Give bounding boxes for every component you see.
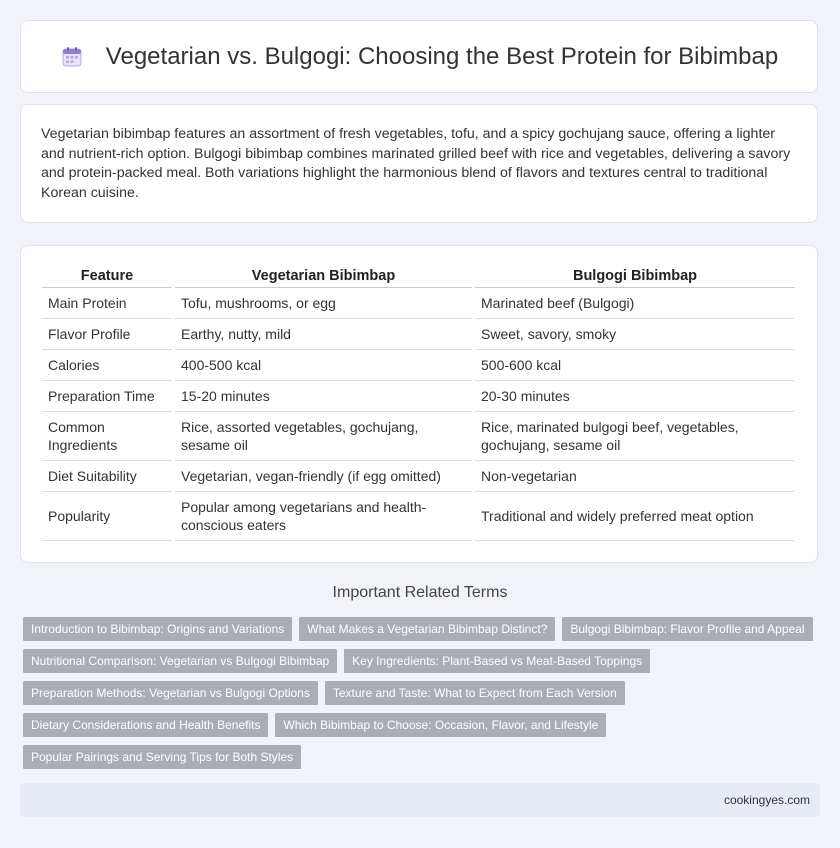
tag-row <box>23 745 823 769</box>
page-title-text: Vegetarian vs. Bulgogi: Choosing the Best Protein for Bibimbap <box>105 42 779 70</box>
related-term-tag[interactable]: Preparation Methods: Vegetarian vs Bulgogi Options <box>23 681 318 705</box>
tag-row <box>23 713 823 737</box>
feature-cell: Calories <box>42 350 172 381</box>
intro-card <box>20 104 818 223</box>
related-term-tag[interactable]: Popular Pairings and Serving Tips for Both Styles <box>23 745 301 769</box>
feature-cell: Popularity <box>42 492 172 541</box>
vegetarian-cell: Vegetarian, vegan-friendly (if egg omitted) <box>175 461 472 492</box>
feature-cell: Preparation Time <box>42 381 172 412</box>
related-term-tag[interactable]: Which Bibimbap to Choose: Occasion, Flavor, and Lifestyle <box>275 713 606 737</box>
table-row <box>42 492 795 541</box>
bulgogi-cell: 20-30 minutes <box>475 381 795 412</box>
feature-cell: Flavor Profile <box>42 319 172 350</box>
related-term-tag[interactable]: Key Ingredients: Plant-Based vs Meat-Based Toppings <box>344 649 650 673</box>
related-term-tag[interactable]: Introduction to Bibimbap: Origins and Variations <box>23 617 292 641</box>
related-terms-tags <box>23 617 823 777</box>
feature-cell: Main Protein <box>42 288 172 319</box>
comparison-card <box>20 245 818 563</box>
column-header-vegetarian: Vegetarian Bibimbap <box>175 264 472 288</box>
table-row <box>42 288 795 319</box>
related-term-tag[interactable]: Nutritional Comparison: Vegetarian vs Bulgogi Bibimbap <box>23 649 337 673</box>
vegetarian-cell: 15-20 minutes <box>175 381 472 412</box>
related-term-tag[interactable]: What Makes a Vegetarian Bibimbap Distinct? <box>299 617 555 641</box>
bulgogi-cell: Non-vegetarian <box>475 461 795 492</box>
vegetarian-cell: Rice, assorted vegetables, gochujang, sesame oil <box>175 412 472 461</box>
related-term-tag[interactable]: Texture and Taste: What to Expect from Each Version <box>325 681 625 705</box>
vegetarian-cell: Earthy, nutty, mild <box>175 319 472 350</box>
footer <box>20 783 820 817</box>
bulgogi-cell: 500-600 kcal <box>475 350 795 381</box>
vegetarian-cell: 400-500 kcal <box>175 350 472 381</box>
table-row <box>42 461 795 492</box>
title-card <box>20 20 818 93</box>
related-term-tag[interactable]: Dietary Considerations and Health Benefits <box>23 713 268 737</box>
page-title <box>60 43 778 71</box>
table-row <box>42 319 795 350</box>
feature-cell: Common Ingredients <box>42 412 172 461</box>
related-term-tag[interactable]: Bulgogi Bibimbap: Flavor Profile and Appeal <box>562 617 812 641</box>
table-row <box>42 381 795 412</box>
column-header-feature: Feature <box>42 264 172 288</box>
tag-row <box>23 617 823 641</box>
related-terms-title: Important Related Terms <box>332 584 508 601</box>
table-header-row <box>42 264 795 288</box>
vegetarian-cell: Popular among vegetarians and health-conscious eaters <box>175 492 472 541</box>
vegetarian-cell: Tofu, mushrooms, or egg <box>175 288 472 319</box>
tag-row <box>23 649 823 673</box>
feature-cell: Diet Suitability <box>42 461 172 492</box>
footer-site-link[interactable]: cookingyes.com <box>723 793 810 807</box>
tag-row <box>23 681 823 705</box>
bulgogi-cell: Sweet, savory, smoky <box>475 319 795 350</box>
bulgogi-cell: Rice, marinated bulgogi beef, vegetables, gochujang, sesame oil <box>475 412 795 461</box>
bulgogi-cell: Traditional and widely preferred meat option <box>475 492 795 541</box>
column-header-bulgogi: Bulgogi Bibimbap <box>475 264 795 288</box>
table-row <box>42 412 795 461</box>
intro-text: Vegetarian bibimbap features an assortment of fresh vegetables, tofu, and a spicy gochujang sauce, offering a lighter and nutrient-rich option. Bulgogi bibimbap combines marinated grilled beef with rice and vegetables, delivering a savory and protein-packed meal. Both variations highlight the harmonious blend of flavors and textures central to traditional Korean cuisine. <box>41 126 791 201</box>
bulgogi-cell: Marinated beef (Bulgogi) <box>475 288 795 319</box>
calendar-icon <box>60 45 84 69</box>
table-row <box>42 350 795 381</box>
comparison-table <box>39 264 798 541</box>
